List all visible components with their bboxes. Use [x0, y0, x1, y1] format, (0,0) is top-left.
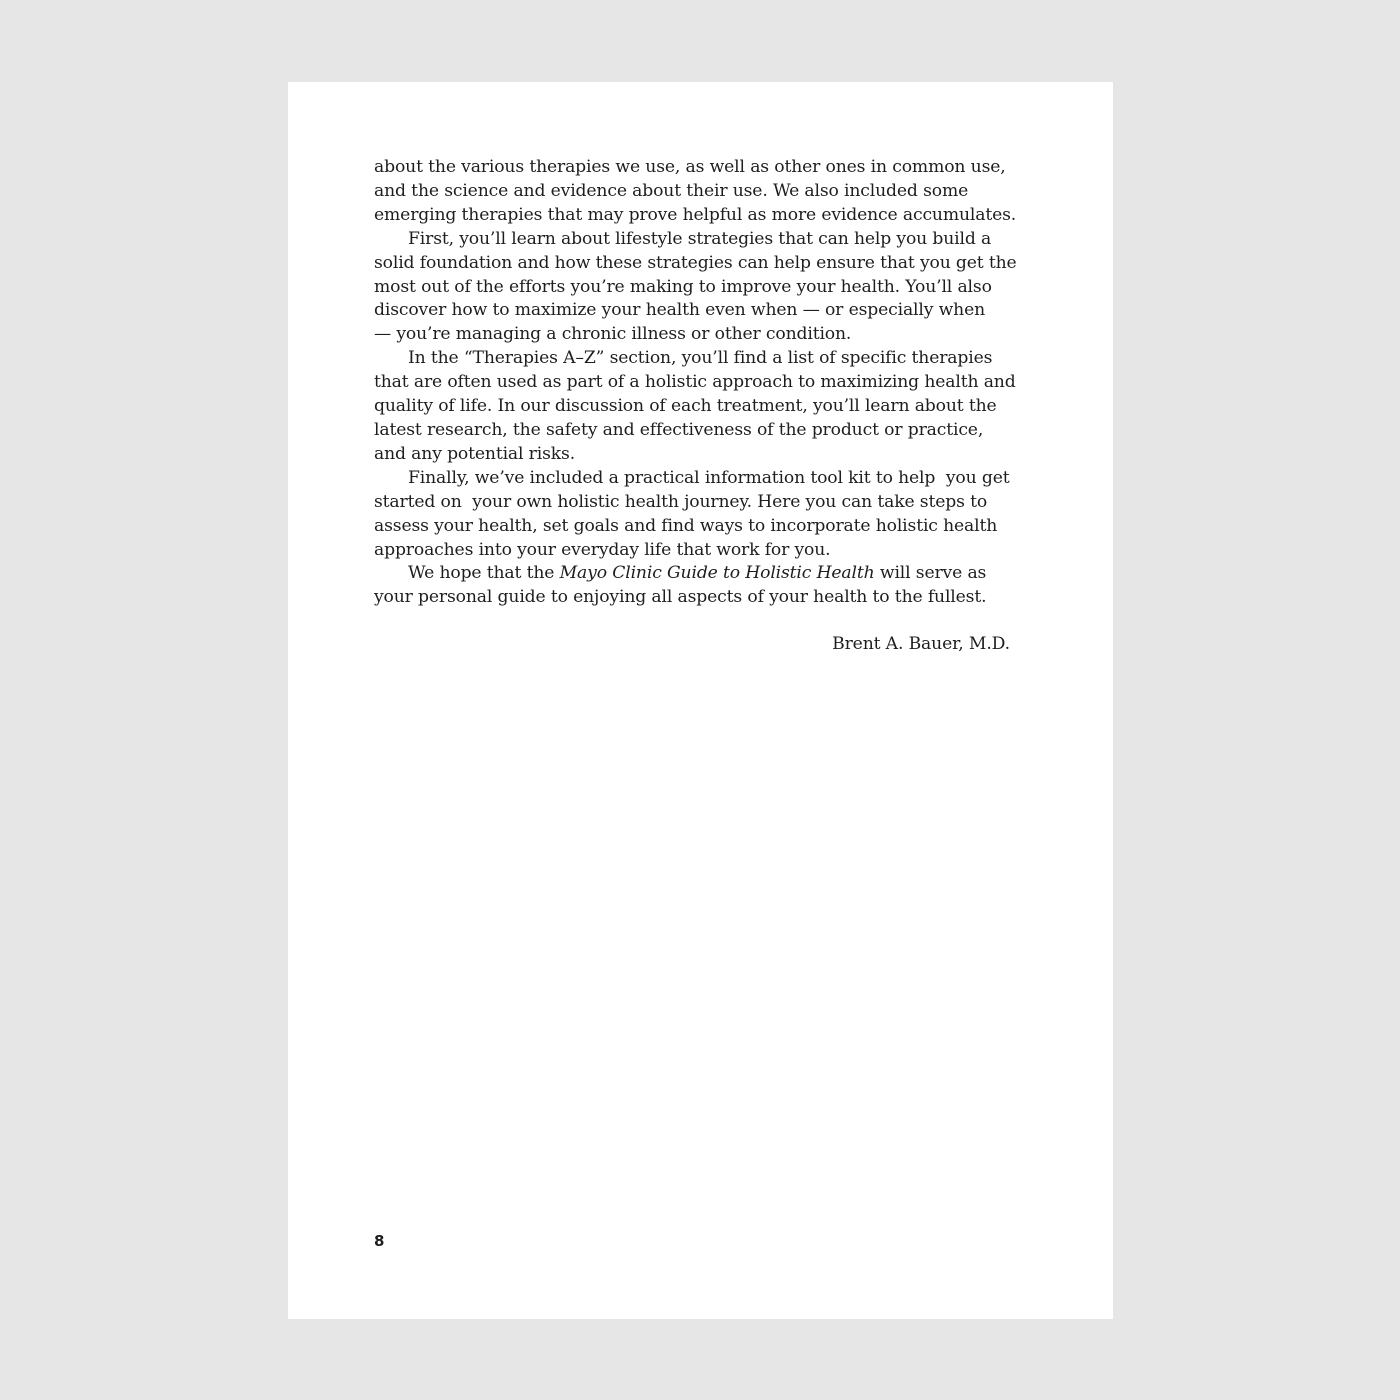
text-line: most out of the efforts you’re making to improve your health. You’ll also: [374, 276, 992, 297]
author-signature: Brent A. Bauer, M.D.: [832, 634, 1010, 654]
text-line: discover how to maximize your health even when — or especially when: [374, 300, 986, 321]
text-line: latest research, the safety and effectiveness of the product or practice,: [374, 419, 984, 440]
text-line: started on your own holistic health journey. Here you can take steps to: [374, 491, 988, 512]
text-line: emerging therapies that may prove helpful as more evidence accumulates.: [374, 204, 1017, 225]
text-line: — you’re managing a chronic illness or other condition.: [374, 324, 852, 345]
text-line: solid foundation and how these strategies can help ensure that you get the: [374, 252, 1017, 273]
book-title: Mayo Clinic Guide to Holistic Health: [559, 563, 875, 584]
text-line: Finally, we’ve included a practical information tool kit to help you get: [408, 467, 1010, 488]
text-line: [374, 562, 1014, 586]
closing-text: We hope that the: [408, 563, 560, 584]
text-line: that are often used as part of a holistic approach to maximizing health and: [374, 372, 1016, 393]
page-number: 8: [374, 1232, 385, 1250]
text-line: and the science and evidence about their use. We also included some: [374, 180, 969, 201]
text-line: In the “Therapies A–Z” section, you’ll find a list of specific therapies: [408, 348, 993, 369]
closing-text: will serve as: [874, 563, 987, 584]
text-line: and any potential risks.: [374, 443, 576, 464]
book-page: [288, 82, 1113, 1319]
text-line: about the various therapies we use, as well as other ones in common use,: [374, 157, 1006, 177]
text-line: your personal guide to enjoying all aspects of your health to the fullest.: [374, 587, 987, 608]
text-line: approaches into your everyday life that work for you.: [374, 539, 831, 560]
text-line: quality of life. In our discussion of each treatment, you’ll learn about the: [374, 396, 997, 417]
text-line: First, you’ll learn about lifestyle strategies that can help you build a: [408, 228, 992, 249]
text-line: assess your health, set goals and find ways to incorporate holistic health: [374, 515, 998, 536]
body-text: [374, 156, 1017, 610]
